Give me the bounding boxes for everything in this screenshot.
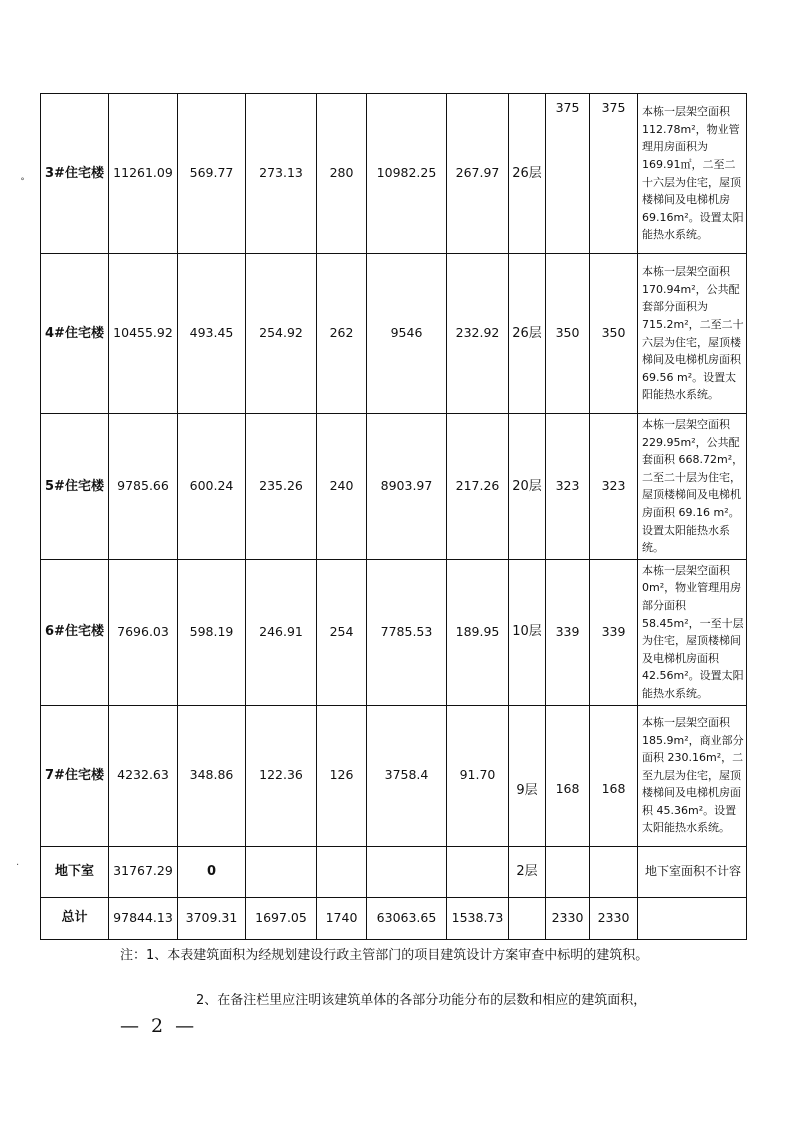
floors-cell: 20层: [509, 414, 546, 560]
total-area-cell: 9785.66: [109, 414, 178, 560]
value-cell: [447, 846, 509, 897]
scan-mark: ˚: [20, 178, 25, 189]
remark-cell: 本栋一层架空面积229.95m²，公共配套面积 668.72m²，二至二十层为住宅，屋顶楼梯间及电梯机房面积 69.16 m²。设置太阳能热水系统。: [638, 414, 747, 560]
building-area-table: [40, 93, 747, 940]
value-cell: 323: [590, 414, 638, 560]
value-cell: 246.91: [246, 559, 317, 705]
value-cell: 350: [546, 254, 590, 414]
footnote-2: 2、在备注栏里应注明该建筑单体的各部分功能分布的层数和相应的建筑面积，: [196, 993, 647, 1008]
table-row: [41, 414, 747, 560]
total-area-cell: 11261.09: [109, 94, 178, 254]
value-cell: 2330: [590, 897, 638, 939]
table-row: [41, 559, 747, 705]
value-cell: 168: [546, 705, 590, 846]
table-row: [41, 846, 747, 897]
value-cell: 339: [546, 559, 590, 705]
total-area-cell: 31767.29: [109, 846, 178, 897]
value-cell: [590, 846, 638, 897]
value-cell: 217.26: [447, 414, 509, 560]
building-name: 5#住宅楼: [41, 414, 109, 560]
value-cell: 235.26: [246, 414, 317, 560]
value-cell: 1538.73: [447, 897, 509, 939]
total-area-cell: 97844.13: [109, 897, 178, 939]
total-area-cell: 10455.92: [109, 254, 178, 414]
floors-cell: 9层: [509, 705, 546, 846]
area-table-container: [40, 93, 746, 940]
value-cell: 254.92: [246, 254, 317, 414]
total-area-cell: 4232.63: [109, 705, 178, 846]
total-area-cell: 7696.03: [109, 559, 178, 705]
value-cell: 232.92: [447, 254, 509, 414]
building-name: 3#住宅楼: [41, 94, 109, 254]
value-cell: 600.24: [178, 414, 246, 560]
value-cell: 189.95: [447, 559, 509, 705]
building-name: 总计: [41, 897, 109, 939]
value-cell: [317, 846, 367, 897]
value-cell: [546, 846, 590, 897]
remark-cell: [638, 897, 747, 939]
building-name: 7#住宅楼: [41, 705, 109, 846]
value-cell: 273.13: [246, 94, 317, 254]
value-cell: 254: [317, 559, 367, 705]
value-cell: 262: [317, 254, 367, 414]
value-cell: 375: [590, 94, 638, 254]
footnote-1: 注：1、本表建筑面积为经规划建设行政主管部门的项目建筑设计方案审查中标明的建筑积。: [120, 948, 649, 963]
table-row: [41, 94, 747, 254]
page-number: — 2 —: [120, 1015, 198, 1037]
value-cell: 168: [590, 705, 638, 846]
remark-cell: 本栋一层架空面积0m²，物业管理用房部分面积 58.45m²，一至十层为住宅，屋顶楼梯间及电梯机房面积 42.56m²。设置太阳能热水系统。: [638, 559, 747, 705]
value-cell: 0: [178, 846, 246, 897]
floors-cell: 2层: [509, 846, 546, 897]
building-name: 地下室: [41, 846, 109, 897]
value-cell: 569.77: [178, 94, 246, 254]
value-cell: 598.19: [178, 559, 246, 705]
table-row: [41, 705, 747, 846]
remark-cell: 本栋一层架空面积170.94m²，公共配套部分面积为715.2m²，二至二十六层为住宅，屋顶楼梯间及电梯机房面积 69.56 m²。设置太阳能热水系统。: [638, 254, 747, 414]
value-cell: 2330: [546, 897, 590, 939]
value-cell: 280: [317, 94, 367, 254]
value-cell: 10982.25: [367, 94, 447, 254]
value-cell: 240: [317, 414, 367, 560]
remark-cell: 地下室面积不计容: [638, 846, 747, 897]
table-row: [41, 254, 747, 414]
floors-cell: [509, 897, 546, 939]
building-name: 6#住宅楼: [41, 559, 109, 705]
value-cell: [246, 846, 317, 897]
remark-cell: 本栋一层架空面积185.9m²，商业部分面积 230.16m²，二至九层为住宅，屋顶楼梯间及电梯机房面积 45.36m²。设置太阳能热水系统。: [638, 705, 747, 846]
value-cell: 63063.65: [367, 897, 447, 939]
value-cell: 493.45: [178, 254, 246, 414]
value-cell: 9546: [367, 254, 447, 414]
value-cell: 1740: [317, 897, 367, 939]
scan-mark: ·: [16, 860, 20, 871]
remark-cell: 本栋一层架空面积112.78m²，物业管理用房面积为 169.91㎡，二至二十六层为住宅，屋顶楼梯间及电梯机房 69.16m²。设置太阳能热水系统。: [638, 94, 747, 254]
value-cell: 339: [590, 559, 638, 705]
value-cell: 350: [590, 254, 638, 414]
value-cell: 267.97: [447, 94, 509, 254]
value-cell: 8903.97: [367, 414, 447, 560]
building-name: 4#住宅楼: [41, 254, 109, 414]
value-cell: 122.36: [246, 705, 317, 846]
value-cell: [367, 846, 447, 897]
value-cell: 126: [317, 705, 367, 846]
value-cell: 7785.53: [367, 559, 447, 705]
value-cell: 1697.05: [246, 897, 317, 939]
value-cell: 91.70: [447, 705, 509, 846]
value-cell: 375: [546, 94, 590, 254]
value-cell: 3709.31: [178, 897, 246, 939]
floors-cell: 26层: [509, 94, 546, 254]
value-cell: 323: [546, 414, 590, 560]
floors-cell: 26层: [509, 254, 546, 414]
value-cell: 3758.4: [367, 705, 447, 846]
value-cell: 348.86: [178, 705, 246, 846]
table-row: [41, 897, 747, 939]
floors-cell: 10层: [509, 559, 546, 705]
